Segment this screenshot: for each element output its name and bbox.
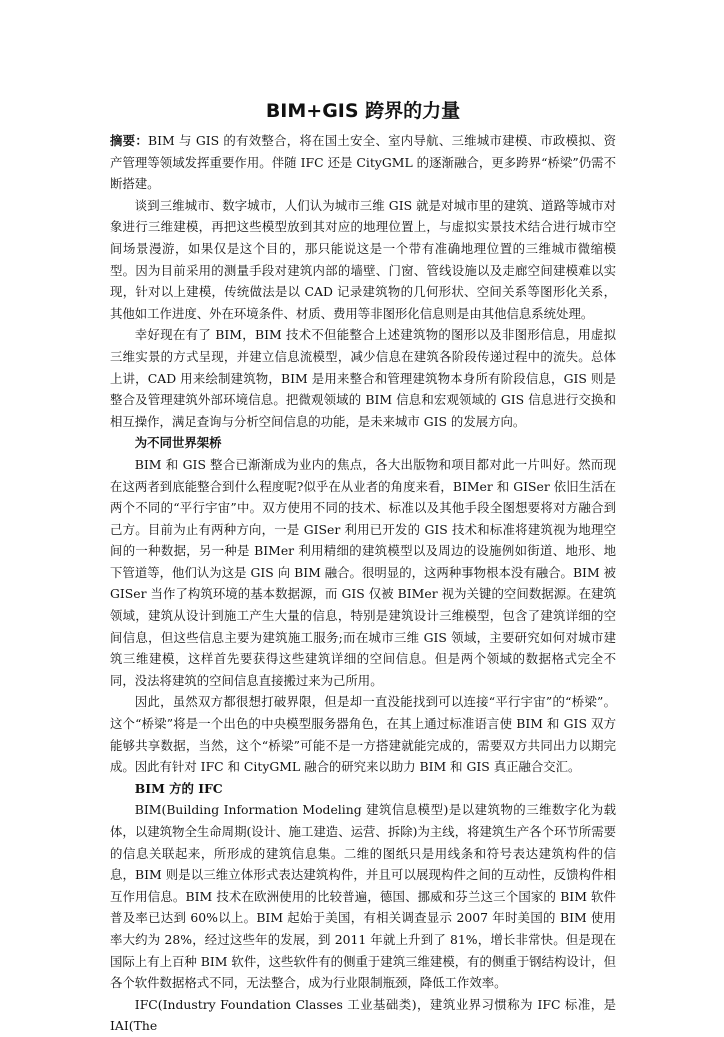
body-paragraph: 幸好现在有了 BIM，BIM 技术不但能整合上述建筑物的图形以及非图形信息，用虚拟三维实景的方式呈现，并建立信息流模型，减少信息在建筑各阶段传递过程中的流失。总体上讲，CAD 用来绘制建筑物，BIM 是用来整合和管理建筑物本身所有阶段信息，GIS 则是整合及管理建筑外部环境信息。把微观领域的 BIM 信息和宏观领域的 GIS 信息进行交换和相互操作，满足查询与分析空间信息的功能，是未来城市 GIS 的发展方向。 (110, 327, 616, 429)
body-paragraph: BIM(Building Information Modeling 建筑信息模型)是以建筑物的三维数字化为载体，以建筑物全生命周期(设计、施工建造、运营、拆除)为主线，将建筑生产各个环节所需要的信息关联起来，所形成的建筑信息集。二维的图纸只是用线条和符号表达建筑构件的信息，BIM 则是以三维立体形式表达建筑构件，并且可以展现构件之间的互动性，反馈构件相互作用信息。BIM 技术在欧洲使用的比较普遍，德国、挪威和芬兰这三个国家的 BIM 软件普及率已达到 60%以上。BIM 起始于美国，有相关调查显示 2007 年时美国的 BIM 使用率大约为 28%，经过这些年的发展，到 2011 年就上升到了 81%，增长非常快。但是现在国际上有上百种 BIM 软件，这些软件有的侧重于建筑三维建模，有的侧重于钢结构设计，但各个软件数据格式不同，无法整合，成为行业限制瓶颈，降低工作效率。 (110, 802, 616, 991)
abstract-label: 摘要： (110, 133, 149, 148)
body-paragraph: BIM 和 GIS 整合已渐渐成为业内的焦点，各大出版物和项目都对此一片叫好。然而现在这两者到底能整合到什么程度呢?似乎在从业者的角度来看，BIMer 和 GISer 依旧生活在两个不同的“平行宇宙”中。双方使用不同的技术、标准以及其他手段全图想要将对方融合到己方。目前为止有两种方向，一是 GISer 利用已开发的 GIS 技术和标准将建筑视为地理空间的一种数据，另一种是 BIMer 利用精细的建筑模型以及周边的设施例如街道、地形、地下管道等，他们认为这是 GIS 向 BIM 融合。很明显的，这两种事物根本没有融合。BIM 被 GISer 当作了构筑环境的基本数据源，而 GIS 仅被 BIMer 视为关键的空间数据源。在建筑领域，建筑从设计到施工产生大量的信息，特别是建筑设计三维模型，包含了建筑详细的空间信息，但这些信息主要为建筑施工服务;而在城市三维 GIS 领域，主要研究如何对城市建筑三维建模，这样首先要获得这些建筑详细的空间信息。但是两个领域的数据格式完全不同，没法将建筑的空间信息直接搬过来为己所用。 (110, 456, 616, 688)
body-paragraph: 谈到三维城市、数字城市，人们认为城市三维 GIS 就是对城市里的建筑、道路等城市对象进行三维建模，再把这些模型放到其对应的地理位置上，与虚拟实景技术结合进行城市空间场景漫游，如果仅是这个目的，那只能说这是一个带有准确地理位置的三维城市微缩模型。因为目前采用的测量手段对建筑内部的墙壁、门窗、管线设施以及走廊空间建模难以实现，针对以上建模，传统做法是以 CAD 记录建筑物的几何形状、空间关系等图形化关系，其他如工作进度、外在环境条件、材质、费用等非图形化信息则是由其他信息系统处理。 (110, 197, 616, 321)
section-heading-bridge: 为不同世界架桥 (134, 435, 222, 451)
abstract (110, 130, 616, 195)
abstract-text: BIM 与 GIS 的有效整合，将在国土安全、室内导航、三维城市建模、市政模拟、资产管理等领域发挥重要作用。伴随 IFC 还是 CityGML 的逐渐融合，更多跨界“桥梁”仍需不断搭建。 (110, 133, 616, 192)
body-paragraph: IFC(Industry Foundation Classes 工业基础类)，建筑业界习惯称为 IFC 标准，是 IAI(The (110, 996, 616, 1034)
document-title: BIM+GIS 跨界的力量 (265, 100, 461, 122)
body-paragraph: 因此，虽然双方都很想打破界限，但是却一直没能找到可以连接“平行宇宙”的“桥梁”。这个“桥梁”将是一个出色的中央模型服务器角色，在其上通过标准语言使 BIM 和 GIS 双方能够共享数据，当然，这个“桥梁”可能不是一方搭建就能完成的，需要双方共同出力以期完成。因此有针对 IFC 和 CityGML 融合的研究来以助力 BIM 和 GIS 真正融合交汇。 (110, 694, 616, 775)
section-heading-bim-ifc: BIM 方的 IFC (134, 780, 223, 796)
